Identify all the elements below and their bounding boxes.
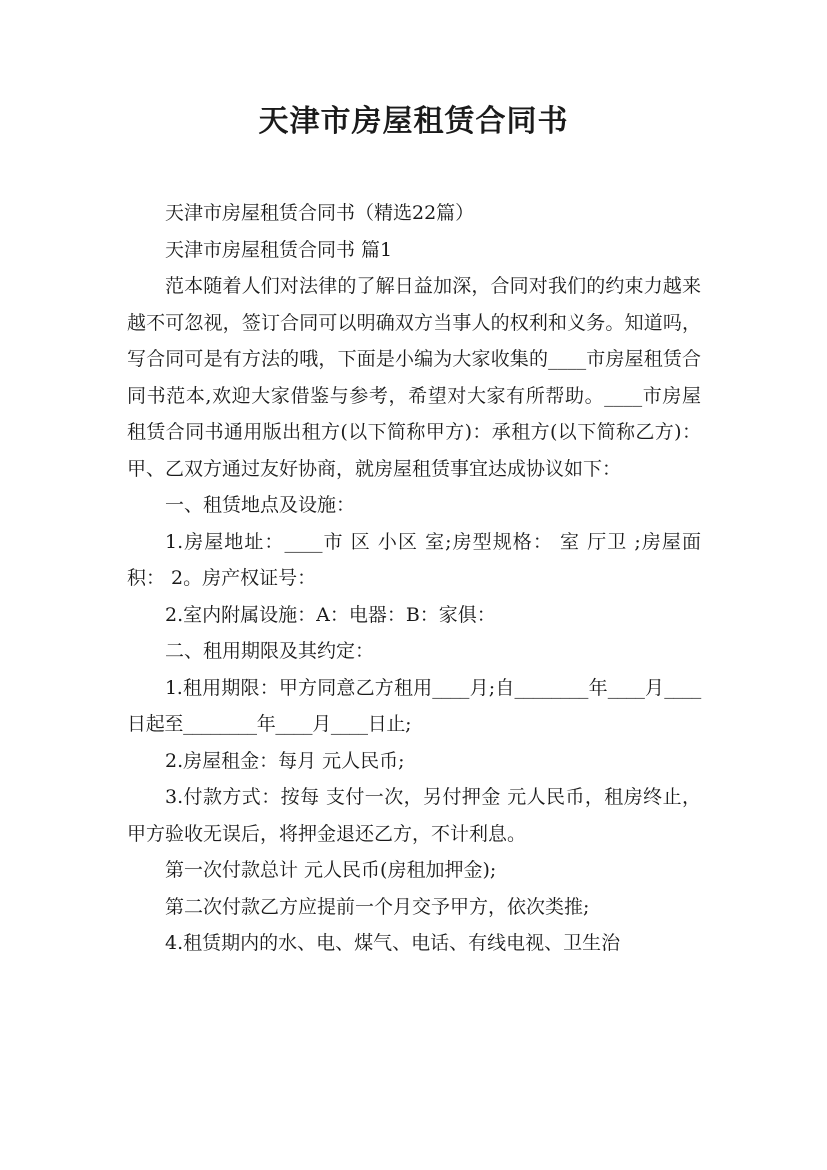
paragraph-subtitle: 天津市房屋租赁合同书（精选22篇）: [165, 202, 475, 224]
paragraph-rent: 2.房屋租金：每月 元人民币;: [165, 749, 405, 772]
paragraph-utilities: 4.租赁期内的水、电、煤气、电话、有线电视、卫生治: [165, 932, 621, 954]
paragraph-first-payment: 第一次付款总计 元人民币(房租加押金);: [165, 859, 497, 881]
paragraph-second-payment: 第二次付款乙方应提前一个月交予甲方，依次类推;: [165, 895, 590, 918]
document-title: 天津市房屋租赁合同书: [258, 104, 569, 139]
paragraph-section-heading: 天津市房屋租赁合同书 篇1: [165, 238, 393, 261]
paragraph-intro: 范本随着人们对法律的了解日益加深，合同对我们的约束力越来越不可忽视，签订合同可以明确双方当事人的权利和义务。知道吗，写合同可是有方法的哦，下面是小编为大家收集的____市房屋租赁合同书范本,欢迎大家借鉴与参考，希望对大家有所帮助。____市房屋租赁合同书通用版出租方(以下简称甲方)：承租方(以下简称乙方)：甲、乙双方通过友好协商，就房屋租赁事宜达成协议如下：: [127, 275, 701, 480]
paragraph-clause-2-heading: 二、租用期限及其约定：: [165, 640, 375, 662]
paragraph-facilities: 2.室内附属设施：A：电器：B：家俱：: [165, 603, 496, 626]
paragraph-lease-term: 1.租用期限：甲方同意乙方租用____月;自________年____月____日起至________年____月____日止;: [127, 676, 701, 735]
document-body: [127, 195, 701, 962]
paragraph-clause-1-heading: 一、租赁地点及设施：: [165, 494, 356, 516]
paragraph-house-address: 1.房屋地址：____市 区 小区 室;房型规格： 室 厅卫 ;房屋面积： 2。房产权证号：: [127, 530, 701, 589]
paragraph-payment-method: 3.付款方式：按每 支付一次，另付押金 元人民币，租房终止，甲方验收无误后，将押金退还乙方，不计利息。: [127, 786, 701, 845]
